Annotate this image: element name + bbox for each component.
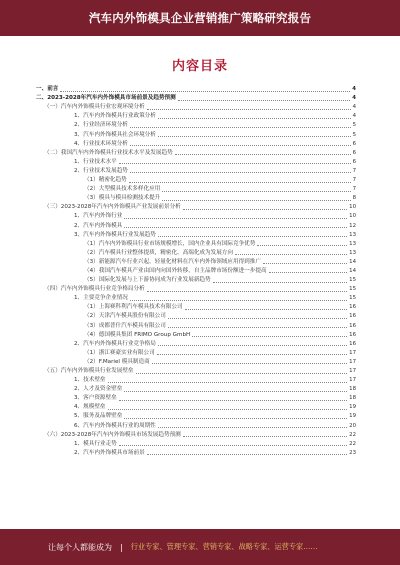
toc-leader-dots — [129, 182, 351, 183]
toc-entry-text: （2）天津汽车模具股份有限公司 — [84, 313, 166, 320]
toc-leader-dots — [162, 200, 350, 201]
toc-page-number: 22 — [349, 440, 356, 447]
toc-page-number: 4 — [352, 95, 356, 102]
toc-entry-text: （一）汽车内外饰模具行业宏观环境分析 — [44, 104, 145, 111]
toc-leader-dots — [168, 318, 347, 319]
toc-entry[interactable] — [36, 93, 356, 102]
toc-leader-dots — [124, 391, 347, 392]
toc-leader-dots — [235, 254, 347, 255]
toc-leader-dots — [162, 191, 350, 192]
toc-leader-dots — [124, 218, 347, 219]
toc-entry-text: 2、行业经济环境分析 — [74, 122, 128, 129]
toc-page-number: 6 — [352, 140, 356, 147]
toc-entry-text: 3、客户资源壁垒 — [74, 395, 117, 402]
toc-page-number: 10 — [349, 213, 356, 220]
footer-slogan: 让每个人都能成为 — [48, 542, 112, 552]
toc-page-number: 19 — [349, 413, 356, 420]
toc-entry[interactable] — [36, 393, 356, 402]
toc-entry[interactable] — [36, 129, 356, 138]
toc-leader-dots — [178, 100, 350, 101]
toc-page-number: 15 — [349, 295, 356, 302]
toc-entry[interactable] — [36, 439, 356, 448]
page-header — [0, 0, 400, 36]
toc-entry-text: （1）精密化趋势 — [84, 177, 127, 184]
toc-leader-dots — [183, 209, 347, 210]
toc-entry-text: （2）F.Mariel 模具制造商 — [84, 358, 150, 365]
toc-page-number: 14 — [349, 258, 356, 265]
toc-leader-dots — [130, 300, 347, 301]
toc-entry-text: 2、汽车内外饰模具市场前景 — [74, 449, 145, 456]
toc-entry[interactable] — [36, 448, 356, 457]
toc-leader-dots — [119, 400, 347, 401]
toc-page-number: 16 — [349, 322, 356, 329]
toc-entry[interactable] — [36, 220, 356, 229]
toc-page-number: 15 — [349, 286, 356, 293]
toc-page-number: 18 — [349, 395, 356, 402]
toc-page-number: 13 — [349, 231, 356, 238]
toc-page-number: 17 — [349, 377, 356, 384]
toc-entry-text: （2）大型模具技术多样化应用 — [84, 186, 161, 193]
toc-leader-dots — [119, 163, 351, 164]
toc-entry-text: （5）国际化发展与上下游协同成为行业发展新趋势 — [84, 277, 211, 284]
toc-page-number: 13 — [349, 240, 356, 247]
toc-entry[interactable] — [36, 275, 356, 284]
toc-leader-dots — [213, 282, 348, 283]
toc-entry[interactable] — [36, 120, 356, 129]
page-footer — [0, 529, 400, 565]
toc-page-number: 18 — [349, 386, 356, 393]
toc-page-number: 14 — [349, 267, 356, 274]
toc-entry[interactable] — [36, 266, 356, 275]
toc-entry[interactable] — [36, 330, 356, 339]
toc-page-number: 12 — [349, 222, 356, 229]
toc-entry[interactable] — [36, 202, 356, 211]
toc-entry-text: （4）我国汽车模具产业由国内向国外转移，自主品牌市场份额进一步提高 — [84, 267, 267, 274]
toc-entry[interactable] — [36, 320, 356, 329]
toc-entry[interactable] — [36, 357, 356, 366]
toc-page-number: 16 — [349, 304, 356, 311]
toc-leader-dots — [147, 291, 347, 292]
toc-entry[interactable] — [36, 366, 356, 375]
toc-entry-text: 3、汽车内外饰模具行业发展趋势 — [74, 231, 156, 238]
toc-entry[interactable] — [36, 311, 356, 320]
toc-page-number: 5 — [352, 131, 356, 138]
toc-leader-dots — [108, 409, 348, 410]
toc-page-number: 20 — [349, 422, 356, 429]
toc-page-number: 23 — [349, 449, 356, 456]
toc-leader-dots — [158, 118, 351, 119]
toc-page-number: 7 — [352, 167, 356, 174]
footer-separator: | — [120, 542, 123, 552]
toc-entry[interactable] — [36, 175, 356, 184]
toc-page-number: 10 — [349, 204, 356, 211]
toc-leader-dots — [152, 363, 347, 364]
toc-leader-dots — [119, 445, 347, 446]
toc-page-number: 19 — [349, 404, 356, 411]
toc-entry-text: 1、技术壁垒 — [74, 377, 106, 384]
toc-entry[interactable] — [36, 193, 356, 202]
toc-entry[interactable] — [36, 257, 356, 266]
toc-entry[interactable] — [36, 230, 356, 239]
toc-page-number: 6 — [352, 158, 356, 165]
toc-entry[interactable] — [36, 302, 356, 311]
toc-entry-text: 2、汽车内外饰模具行业竞争格局 — [74, 340, 156, 347]
toc-leader-dots — [124, 418, 347, 419]
toc-entry[interactable] — [36, 420, 356, 429]
footer-tags: 行业专家、管理专家、营销专家、战略专家、运营专家…… — [130, 542, 318, 551]
toc-entry[interactable] — [36, 139, 356, 148]
toc-page-number: 16 — [349, 331, 356, 338]
toc-entry-text: 6、汽车内外饰模具行业的周期性 — [74, 422, 156, 429]
toc-entry-text: （3）成都普什汽车模具有限公司 — [84, 322, 166, 329]
toc-page-number: 4 — [352, 86, 356, 93]
toc-leader-dots — [60, 91, 350, 92]
toc-entry[interactable] — [36, 148, 356, 157]
toc-page-number: 22 — [349, 431, 356, 438]
toc-leader-dots — [108, 382, 348, 383]
toc-entry[interactable] — [36, 102, 356, 111]
toc-entry-text: （3）模具与模具检测技术提升 — [84, 195, 161, 202]
toc-entry-text: （3）新能源汽车行业兴起，轻量化材料在汽车内外饰领域应用得到推广 — [84, 258, 261, 265]
toc-entry-text: （1）汽车内外饰模具行业市场规模增长，国内企业具有国际竞争优势 — [84, 240, 256, 247]
toc-entry-text: （六）2023-2028年汽车内外饰模具市场发展趋势预测 — [44, 431, 181, 438]
toc-leader-dots — [257, 245, 347, 246]
toc-leader-dots — [269, 272, 348, 273]
toc-page-number: 7 — [352, 186, 356, 193]
toc-entry-text: （1）浙江赛豪实业有限公司 — [84, 349, 155, 356]
toc-entry-text: （四）汽车内外饰模具行业竞争格局分析 — [44, 286, 145, 293]
toc-entry[interactable] — [36, 348, 356, 357]
toc-entry-text: 1、行业技术水平 — [74, 158, 117, 165]
toc-entry-text: 1、汽车内外饰模具行业政策分析 — [74, 113, 156, 120]
toc-entry-text: 2、行业技术发展趋势 — [74, 167, 128, 174]
toc-entry[interactable] — [36, 166, 356, 175]
toc-entry[interactable] — [36, 157, 356, 166]
toc-leader-dots — [158, 345, 347, 346]
toc-entry-text: 1、模具行业走势 — [74, 440, 117, 447]
toc-entry[interactable] — [36, 384, 356, 393]
toc-entry-text: （1）上海赛科利汽车模具技术有限公司 — [84, 304, 183, 311]
toc-leader-dots — [157, 354, 347, 355]
toc-leader-dots — [192, 336, 347, 337]
toc-page-number: 16 — [349, 340, 356, 347]
toc-leader-dots — [136, 373, 348, 374]
toc-entry[interactable] — [36, 84, 356, 93]
toc-entry[interactable] — [36, 411, 356, 420]
toc-entry[interactable] — [36, 284, 356, 293]
toc-entry-text: 1、汽车内外饰行业 — [74, 213, 123, 220]
toc-entry-text: （2）汽车模具行业整体提质，精密化、高端化成为发展方向 — [84, 249, 233, 256]
toc-entry-text: 3、汽车内外饰模具社会环境分析 — [74, 131, 156, 138]
toc-page-number: 7 — [352, 177, 356, 184]
toc-leader-dots — [147, 109, 351, 110]
toc-leader-dots — [158, 236, 347, 237]
toc-leader-dots — [130, 172, 351, 173]
report-title: 汽车内外饰模具企业营销推广策略研究报告 — [88, 11, 312, 25]
toc-page-number: 6 — [352, 149, 356, 156]
toc-page-number: 16 — [349, 313, 356, 320]
toc-entry[interactable] — [36, 111, 356, 120]
toc-entry[interactable] — [36, 339, 356, 348]
toc-page-number: 5 — [352, 122, 356, 129]
toc-leader-dots — [168, 327, 347, 328]
toc-leader-dots — [158, 136, 351, 137]
toc-leader-dots — [175, 154, 351, 155]
toc-entry-text: 4、行业技术环境分析 — [74, 140, 128, 147]
toc-entry[interactable] — [36, 293, 356, 302]
toc-entry-text: 2、人才及资金壁垒 — [74, 386, 123, 393]
toc-entry[interactable] — [36, 211, 356, 220]
toc-title: 内容目录 — [171, 59, 228, 74]
toc-entry[interactable] — [36, 375, 356, 384]
toc-page-number: 13 — [349, 249, 356, 256]
toc-leader-dots — [147, 454, 347, 455]
toc-entry-text: 1、主要竞争企业情况 — [74, 295, 128, 302]
toc-entry[interactable] — [36, 430, 356, 439]
toc-leader-dots — [124, 227, 347, 228]
toc-entry[interactable] — [36, 239, 356, 248]
toc-page-number: 17 — [349, 349, 356, 356]
toc-entry[interactable] — [36, 184, 356, 193]
toc-entry-text: 一、前言 — [36, 86, 59, 93]
toc-page-number: 15 — [349, 277, 356, 284]
table-of-contents — [36, 84, 356, 457]
toc-entry-text: （五）汽车内外饰模具行业发展壁垒 — [44, 368, 134, 374]
toc-entry-text: 4、规模壁垒 — [74, 404, 106, 411]
toc-page-number: 4 — [352, 104, 356, 111]
toc-entry-text: 2、汽车内外饰模具 — [74, 222, 123, 229]
toc-leader-dots — [263, 263, 347, 264]
toc-entry-text: （二）我国汽车内外饰模具行业技术水平及发展趋势 — [44, 149, 173, 156]
toc-leader-dots — [185, 309, 347, 310]
toc-entry-text: （4）德国模具集团 FRIMO Group GmbH — [84, 331, 191, 338]
toc-page-number: 17 — [349, 368, 356, 374]
toc-entry-text: （三）2023-2028年汽车内外饰模具产业发展前景分析 — [44, 204, 181, 211]
toc-leader-dots — [130, 127, 351, 128]
toc-page-number: 4 — [352, 113, 356, 120]
toc-entry-text: 5、服务及品牌壁垒 — [74, 413, 123, 420]
toc-entry-text: 二、2023-2028年汽车内外饰模具市场前景及趋势预测 — [36, 95, 176, 102]
toc-entry[interactable] — [36, 248, 356, 257]
toc-leader-dots — [183, 436, 347, 437]
toc-leader-dots — [130, 145, 351, 146]
toc-page-number: 8 — [352, 195, 356, 202]
toc-entry[interactable] — [36, 402, 356, 411]
toc-page-number: 17 — [349, 358, 356, 365]
toc-leader-dots — [158, 427, 347, 428]
